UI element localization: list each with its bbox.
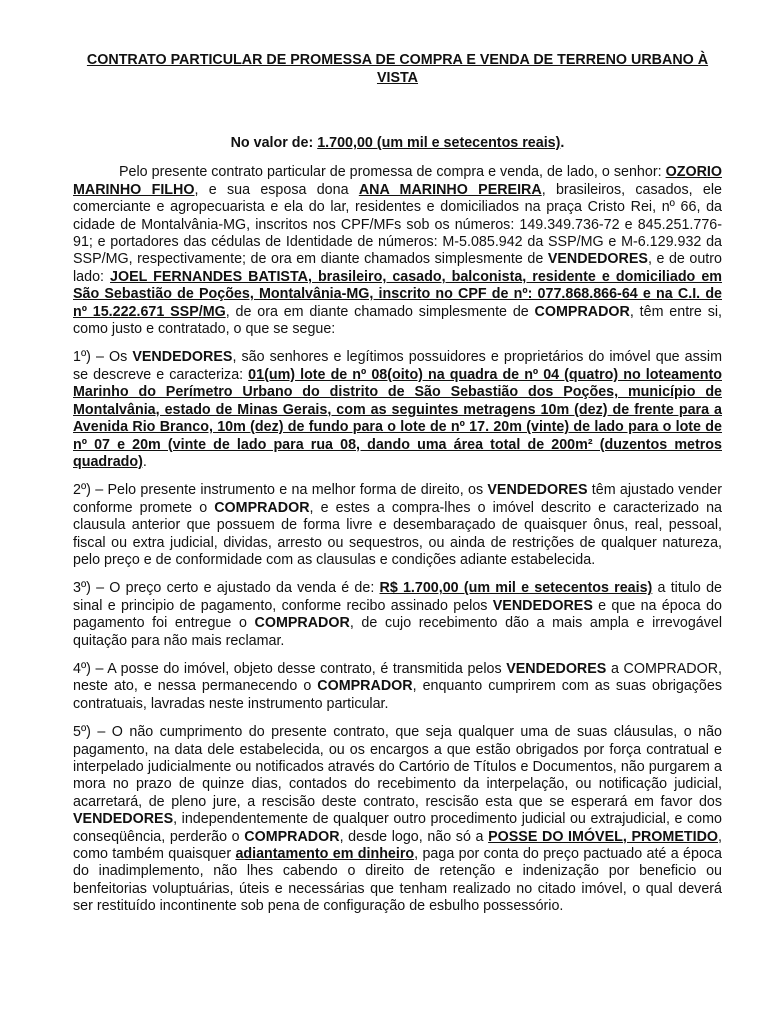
sellers-term: VENDEDORES xyxy=(73,811,174,828)
buyer-term: COMPRADOR xyxy=(244,828,340,845)
price-amount: R$ 1.700,00 (um mil e setecentos reais) xyxy=(379,580,653,597)
seller-name-2: ANA MARINHO PEREIRA xyxy=(358,181,542,198)
clause-text: , desde logo, não só a xyxy=(339,828,489,845)
clause-4 xyxy=(73,661,722,713)
clause-text: 1º) – Os xyxy=(73,349,133,366)
buyer-term: COMPRADOR xyxy=(317,678,413,695)
clause-text: 4º) – A posse do imóvel, objeto desse contrato, é transmitida pelos xyxy=(73,660,507,677)
clause-1 xyxy=(73,349,722,471)
buyer-identification: JOEL FERNANDES BATISTA, brasileiro, casado, balconista, residente e domiciliado em São Sebastião de Poções, Montalvânia-MG, inscrito no CPF de nº: 077.868.866-64 e na C.I. de nº 15.222.671 SSP/MG xyxy=(73,268,722,320)
clause-5 xyxy=(73,724,722,915)
sellers-term: VENDEDORES xyxy=(492,597,593,614)
buyer-term: COMPRADOR xyxy=(254,615,350,632)
sellers-term: VENDEDORES xyxy=(132,349,233,366)
clause-text: 3º) – O preço certo e ajustado da venda é de: xyxy=(73,580,380,597)
clause-text: , como também quaisquer xyxy=(73,828,723,863)
buyer-term: COMPRADOR xyxy=(534,303,630,320)
clause-text: e que na época do pagamento foi entregue o xyxy=(73,597,722,632)
intro-text: , têm entre si, como justo e contratado, o que se segue: xyxy=(73,303,722,338)
value-label: No valor de: xyxy=(230,135,318,151)
value-end: . xyxy=(560,135,565,151)
clause-3 xyxy=(73,580,722,650)
clause-text: a COMPRADOR, neste ato, e nessa permanecendo o xyxy=(73,660,722,695)
clause-text: têm ajustado vender conforme promete o xyxy=(73,482,722,516)
value-amount: 1.700,00 (um mil e setecentos reais) xyxy=(317,135,561,151)
clause-text: , enquanto cumprirem com as suas obrigações contratuais, lavradas neste instrumento particular. xyxy=(73,678,722,712)
contract-value xyxy=(73,135,722,152)
clause-2 xyxy=(73,482,722,569)
clause-text: 2º) – Pelo presente instrumento e na melhor forma de direito, os xyxy=(73,482,488,499)
adiantamento-term: adiantamento em dinheiro xyxy=(235,846,415,863)
seller-name-1: OZORIO MARINHO FILHO xyxy=(73,164,722,198)
clause-text: , de cujo recebimento dão a mais ampla e irrevogável quitação para não mais reclamar. xyxy=(73,615,722,649)
sellers-term: VENDEDORES xyxy=(547,251,648,268)
sellers-term: VENDEDORES xyxy=(487,482,588,499)
intro-paragraph xyxy=(73,164,722,338)
clause-text: , e estes a compra-lhes o imóvel descrito e caracterizado na clausula anterior que possuem de forma livre e desembaraçado de quaisquer ônus, real, pessoal, fiscal ou extra judicial, dividas, arresto ou sequestros, ou ainda de restrições de qualquer natureza, pelo preço e de conformidade com as clausulas e condições adiante estabelecida. xyxy=(73,499,722,568)
clause-text: , são senhores e legítimos possuidores e proprietários do imóvel que assim se descreve e caracteriza: xyxy=(73,349,722,383)
intro-text: , e de outro lado: xyxy=(73,251,722,285)
posse-imovel-term: POSSE DO IMÓVEL, PROMETIDO xyxy=(488,828,719,845)
intro-text: , de ora em diante chamado simplesmente de xyxy=(225,303,535,320)
sellers-term: VENDEDORES xyxy=(506,660,607,677)
contract-title: CONTRATO PARTICULAR DE PROMESSA DE COMPRA E VENDA DE TERRENO URBANO À VISTA xyxy=(86,52,709,86)
clause-text: a titulo de sinal e principio de pagamento, conforme recibo assinado pelos xyxy=(73,580,722,614)
clause-text: 5º) – O não cumprimento do presente contrato, que seja qualquer uma de suas cláusulas, o não pagamento, na data dele estabelecida, ou os encargos a que estão obrigados por força contratual e interpelado judicialmente ou notificados através do Cartório de Títulos e Documentos, não purgarem a mora no prazo de quinze dias, contados do recebimento da interpelação, ou notificação judicial, acarretará, de pleno jure, a rescisão deste contrato, rescisão esta que se esperará em favor dos xyxy=(73,724,722,810)
intro-text: , brasileiros, casados, ele comerciante e agropecuarista e ela do lar, residentes e domiciliados na praça Cristo Rei, nº 66, da cidade de Montalvânia-MG, inscritos nos CPF/MFs sob os números: 149.349.736-72 e 845.251.776-91; e portadores das cédulas de Identidade de números: M-5.085.942 da SSP/MG e M-6.129.932 da SSP/MG, respectivamente; de ora em diante chamados simplesmente de xyxy=(73,181,722,268)
clause-text: , independentemente de qualquer outro procedimento judicial ou extrajudicial, e como conseqüência, perderão o xyxy=(73,811,722,845)
intro-text: Pelo presente contrato particular de promessa de compra e venda, de lado, o senhor: xyxy=(119,164,666,181)
buyer-term: COMPRADOR xyxy=(214,499,310,516)
intro-text: , e sua esposa dona xyxy=(194,181,359,198)
clause-text: . xyxy=(142,453,147,470)
property-description: 01(um) lote de nº 08(oito) na quadra de nº 04 (quatro) no loteamento Marinho do Perímetro Urbano do distrito de São Sebastião dos Poções, município de Montalvânia, estado de Minas Gerais, com as seguintes metragens 10m (dez) de frente para a Avenida Rio Branco, 10m (dez) de fundo para o lote de nº 17. 20m (vinte) de lado para o lote de nº 07 e 20m (vinte de lado para rua 08, dando uma área total de 200m² (duzentos metros quadrado) xyxy=(73,366,722,470)
clause-text: , paga por conta do preço pactuado até a época do inadimplemento, não lhes cabendo o direito de retenção e indenização por beneficio ou benfeitorias voluptuárias, úteis e necessárias que tenham realizado no citado imóvel, o qual deverá ser restituído incontinente sob pena de configuração de esbulho possessório. xyxy=(73,846,722,915)
